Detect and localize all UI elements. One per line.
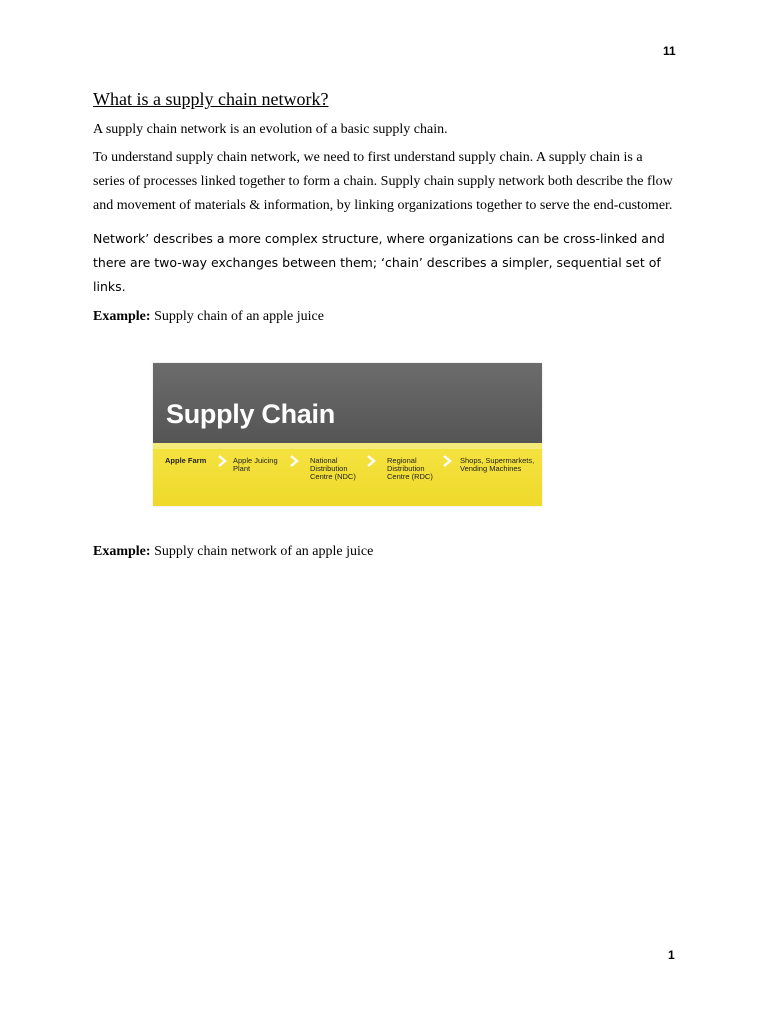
step-shops: Shops, Supermarkets, Vending Machines [460,456,535,473]
supply-chain-figure [153,363,542,506]
step-apple-farm: Apple Farm [165,456,207,465]
step-ndc: National Distribution Centre (NDC) [310,456,356,481]
paragraph-definition: To understand supply chain network, we need to first understand supply chain. A supply chain is a series of processes linked together to form a chain. Supply chain supply network both describe the flow and movement of materials & information, by linking organizations together to serve the end-customer. [93,150,673,213]
section-heading: What is a supply chain network? [93,89,329,109]
chevron-right-icon [217,455,227,467]
chevron-right-icon [366,455,376,467]
step-juicing-plant: Apple Juicing Plant [233,456,278,473]
example-label: Example: [93,309,151,324]
example-label: Example: [93,544,151,559]
paragraph-network-vs-chain: Network’ describes a more complex structure, where organizations can be cross-linked and there are two-way exchanges between them; ‘chain’ describes a simpler, sequential set of links. [93,231,665,294]
example-text: Supply chain of an apple juice [150,309,324,324]
figure-title: Supply Chain [166,399,335,429]
paragraph-intro: A supply chain network is an evolution of a basic supply chain. [93,122,448,137]
page-number-top: 11 [663,44,676,58]
example-caption-2 [93,544,373,560]
figure-strip [153,443,542,449]
step-rdc: Regional Distribution Centre (RDC) [387,456,433,481]
page-number-bottom: 1 [668,948,675,962]
chevron-right-icon [442,455,452,467]
example-caption-1 [93,307,673,327]
figure-header [153,363,542,443]
figure-steps-band [153,443,542,506]
example-text: Supply chain network of an apple juice [150,544,374,559]
chevron-right-icon [289,455,299,467]
document-body [93,87,673,327]
